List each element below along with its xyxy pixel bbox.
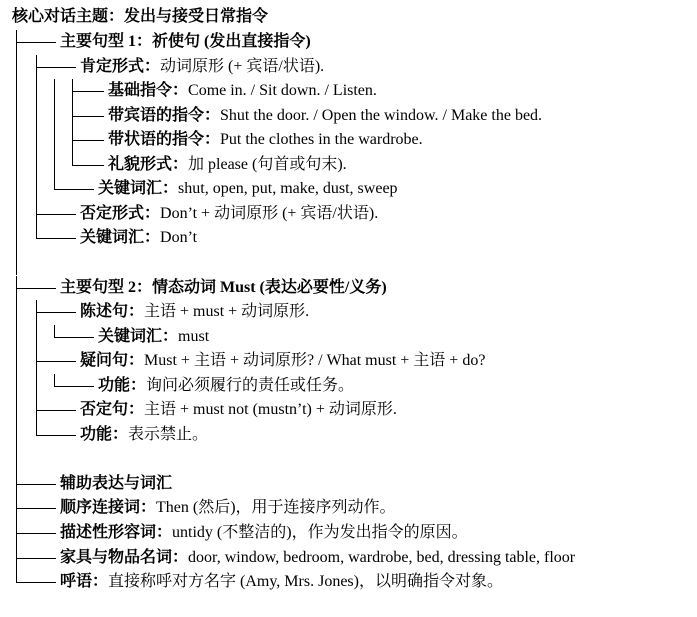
node-content: 主语 + must + 动词原形. xyxy=(144,303,310,321)
node-label: 关键词汇： xyxy=(80,229,161,247)
tree-row xyxy=(12,496,396,521)
tree-row xyxy=(12,423,208,448)
node-label: 功能： xyxy=(98,376,147,394)
tree-row xyxy=(12,104,542,129)
node-label: 辅助表达与词汇 xyxy=(60,474,173,492)
tree-row xyxy=(12,398,397,423)
tree-vertical-line xyxy=(12,128,32,153)
tree-connector xyxy=(12,447,32,472)
node-content: Shut the door. / Open the window. / Make the bed. xyxy=(220,106,543,124)
tree-connector xyxy=(12,226,76,251)
tree-node-text xyxy=(56,496,396,521)
tree-connector xyxy=(12,300,76,325)
tree-vertical-line xyxy=(12,177,32,202)
tree-vertical-line xyxy=(12,104,32,129)
tree-node-text xyxy=(94,177,398,202)
tree-branch-tee xyxy=(68,104,104,129)
tree-node-text xyxy=(56,30,311,55)
tree-connector xyxy=(12,325,94,350)
tree-row xyxy=(12,374,354,399)
tree-vertical-line xyxy=(12,374,32,399)
tree-branch-tee xyxy=(32,398,76,423)
tree-node-text xyxy=(56,570,503,595)
tree-connector xyxy=(12,251,32,276)
tree-vertical-line xyxy=(12,55,32,80)
tree-node-text xyxy=(94,374,354,399)
tree-node-text xyxy=(104,79,377,104)
tree-vertical-line xyxy=(12,300,32,325)
tree-row xyxy=(12,202,378,227)
tree-node-text xyxy=(104,128,423,153)
tree-row xyxy=(12,55,324,80)
node-label: 带状语的指令： xyxy=(108,131,221,149)
tree-branch-tee xyxy=(12,276,56,301)
tree-branch-tee xyxy=(12,546,56,571)
node-label: 礼貌形式： xyxy=(108,155,189,173)
tree-connector xyxy=(12,398,76,423)
node-label: 顺序连接词： xyxy=(60,499,157,517)
tree-branch-end xyxy=(68,153,104,178)
tree-node-text xyxy=(76,423,208,448)
tree-connector xyxy=(12,546,56,571)
tree-vertical-line xyxy=(12,202,32,227)
tree-node-text xyxy=(104,104,542,129)
node-content: Don’t + 动词原形 (+ 宾语/状语). xyxy=(160,204,379,222)
tree-branch-end xyxy=(32,423,76,448)
tree-row xyxy=(12,128,423,153)
node-content: 表示禁止。 xyxy=(128,425,209,443)
tree-branch-end xyxy=(12,570,56,595)
tree-branch-end xyxy=(50,325,94,350)
node-label: 呼语： xyxy=(60,573,109,591)
node-content: Must + 主语 + 动词原形? / What must + 主语 + do? xyxy=(144,352,486,370)
tree-connector xyxy=(12,521,56,546)
tree-connector xyxy=(12,177,94,202)
node-content: shut, open, put, make, dust, sweep xyxy=(178,180,398,198)
tree-connector xyxy=(12,496,56,521)
node-label: 陈述句： xyxy=(80,303,145,321)
tree-node-text xyxy=(56,472,172,497)
node-label: 否定形式： xyxy=(80,204,161,222)
node-content: 询问必须履行的责任或任务。 xyxy=(146,376,355,394)
tree-branch-tee xyxy=(12,472,56,497)
tree-vertical-line xyxy=(12,153,32,178)
document-title xyxy=(12,5,268,30)
tree-branch-tee xyxy=(12,496,56,521)
tree-connector xyxy=(12,472,56,497)
tree-vertical-line xyxy=(32,128,50,153)
node-content: 加 please (句首或句末). xyxy=(188,155,347,173)
node-label: 关键词汇： xyxy=(98,180,179,198)
tree-vertical-line xyxy=(50,104,68,129)
node-content: must xyxy=(178,327,210,345)
node-content: Put the clothes in the wardrobe. xyxy=(220,131,423,149)
tree-branch-tee xyxy=(32,349,76,374)
node-content: Come in. / Sit down. / Listen. xyxy=(188,82,377,100)
tree-row xyxy=(12,521,468,546)
tree-vertical-line xyxy=(32,79,50,104)
tree-row xyxy=(12,251,32,276)
tree-node-text xyxy=(56,546,575,571)
tree-vertical-line xyxy=(12,251,32,276)
tree-row xyxy=(12,153,347,178)
tree-vertical-line xyxy=(12,226,32,251)
tree-branch-tee xyxy=(32,300,76,325)
tree-vertical-line xyxy=(32,374,50,399)
tree-node-text xyxy=(76,55,324,80)
tree-vertical-line xyxy=(12,79,32,104)
tree-branch-tee xyxy=(68,128,104,153)
tree-connector xyxy=(12,55,76,80)
tree-row xyxy=(12,546,575,571)
tree-node-text xyxy=(104,153,347,178)
tree-branch-end xyxy=(50,374,94,399)
tree-vertical-line xyxy=(50,79,68,104)
node-content: 直接称呼对方名字 (Amy, Mrs. Jones)，以明确指令对象。 xyxy=(108,573,503,591)
tree-row xyxy=(12,300,309,325)
tree-vertical-line xyxy=(32,325,50,350)
tree-row xyxy=(12,325,209,350)
node-content: untidy (不整洁的)，作为发出指令的原因。 xyxy=(172,524,468,541)
node-label: 否定句： xyxy=(80,401,145,419)
tree-node-text xyxy=(76,300,309,325)
tree-row xyxy=(12,349,485,374)
tree-branch-tee xyxy=(68,79,104,104)
tree-row xyxy=(12,79,377,104)
tree-row xyxy=(12,226,197,251)
tree-row xyxy=(12,570,503,595)
node-label: 主要句型 2：情态动词 Must (表达必要性/义务) xyxy=(60,278,387,296)
tree-connector xyxy=(12,374,94,399)
tree-vertical-line xyxy=(12,325,32,350)
node-label: 关键词汇： xyxy=(98,327,179,345)
tree-branch-tee xyxy=(12,521,56,546)
node-label: 功能： xyxy=(80,425,129,443)
tree-branch-end xyxy=(32,226,76,251)
tree-node-text xyxy=(76,398,397,423)
tree-node-text xyxy=(76,202,378,227)
tree-node-text xyxy=(76,226,197,251)
tree-node-text xyxy=(56,521,468,546)
tree-connector xyxy=(12,349,76,374)
tree-branch-tee xyxy=(32,202,76,227)
tree-connector xyxy=(12,276,56,301)
tree-vertical-line xyxy=(50,128,68,153)
tree-connector xyxy=(12,570,56,595)
node-content: 主语 + must not (mustn’t) + 动词原形. xyxy=(144,401,397,419)
tree-connector xyxy=(12,30,56,55)
tree-branch-end xyxy=(50,177,94,202)
tree-vertical-line xyxy=(32,177,50,202)
node-content: Then (然后)，用于连接序列动作。 xyxy=(156,499,396,517)
tree-branch-tee xyxy=(32,55,76,80)
node-label: 疑问句： xyxy=(80,352,145,370)
tree-vertical-line xyxy=(12,398,32,423)
node-content: Don’t xyxy=(160,229,198,247)
tree-connector xyxy=(12,153,104,178)
tree-vertical-line xyxy=(12,447,32,472)
node-label: 带宾语的指令： xyxy=(108,106,221,124)
node-label: 基础指令： xyxy=(108,82,189,100)
tree-connector xyxy=(12,128,104,153)
tree-row xyxy=(12,447,32,472)
tree-vertical-line xyxy=(12,349,32,374)
tree-branch-tee xyxy=(12,30,56,55)
tree-vertical-line xyxy=(50,153,68,178)
title-text: 核心对话主题：发出与接受日常指令 xyxy=(12,8,269,25)
node-label: 家具与物品名词： xyxy=(60,548,189,566)
node-label: 肯定形式： xyxy=(80,57,161,75)
tree-connector xyxy=(12,423,76,448)
tree-connector xyxy=(12,79,104,104)
tree-row xyxy=(12,30,311,55)
tree-row xyxy=(12,177,398,202)
tree-vertical-line xyxy=(32,153,50,178)
tree-node-text xyxy=(76,349,485,374)
tree-node-text xyxy=(56,276,387,301)
node-content: door, window, bedroom, wardrobe, bed, dressing table, floor xyxy=(188,548,576,566)
tree-row xyxy=(12,276,387,301)
node-label: 主要句型 1：祈使句 (发出直接指令) xyxy=(60,33,311,50)
tree-connector xyxy=(12,104,104,129)
tree-vertical-line xyxy=(12,423,32,448)
tree-node-text xyxy=(94,325,209,350)
node-label: 描述性形容词： xyxy=(60,524,173,541)
tree-vertical-line xyxy=(32,104,50,129)
node-content: 动词原形 (+ 宾语/状语). xyxy=(160,57,325,75)
tree-connector xyxy=(12,202,76,227)
tree-row xyxy=(12,472,172,497)
